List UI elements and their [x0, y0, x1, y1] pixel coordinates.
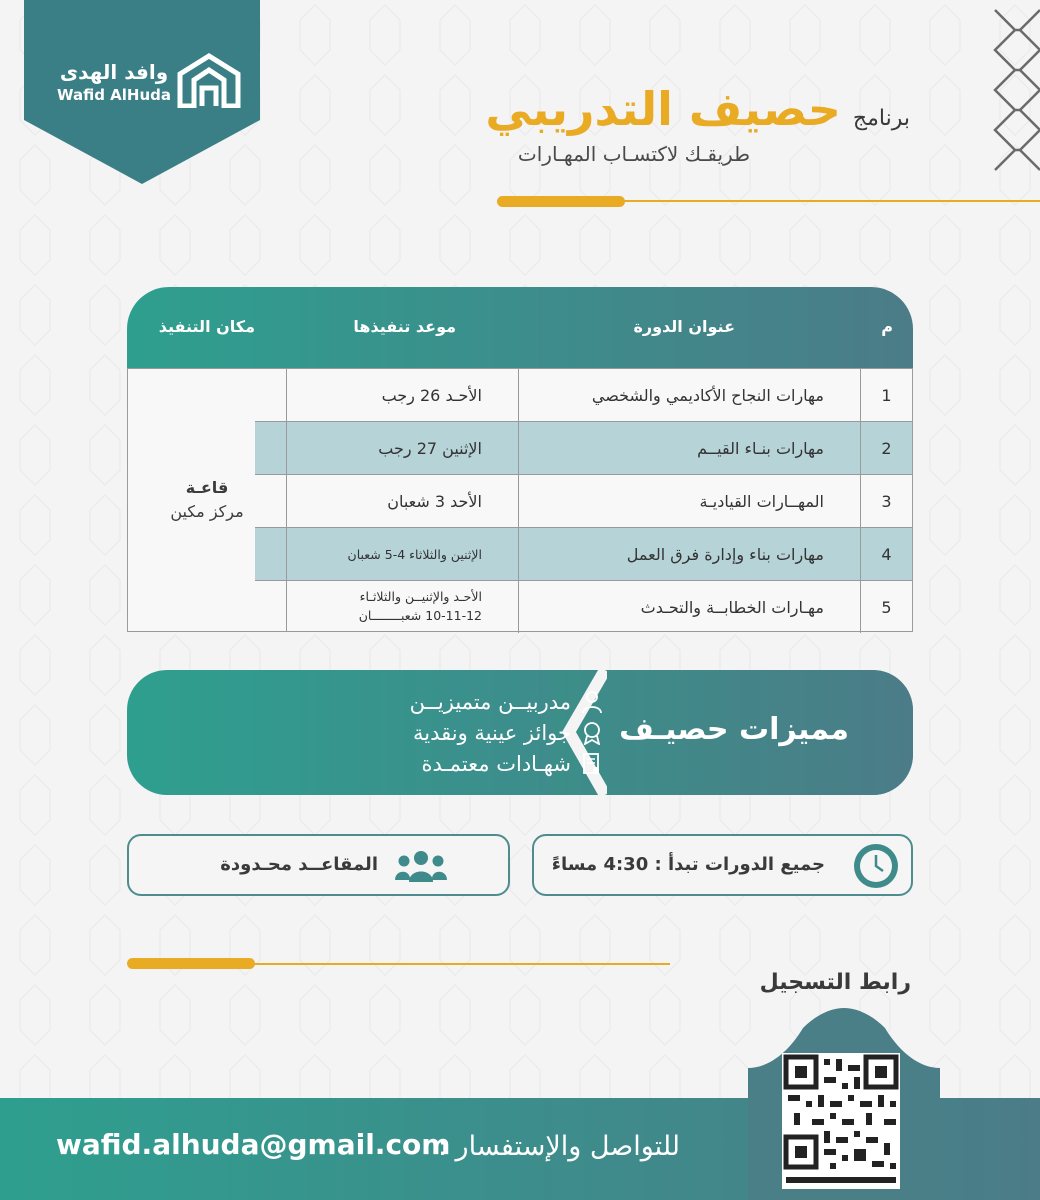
- ornament-pattern: [985, 0, 1040, 190]
- header-date: موعد تنفيذها: [353, 317, 456, 336]
- row-date: الإثنين 27 رجب: [378, 438, 482, 458]
- contact-label: للتواصل والإستفسار :: [437, 1131, 680, 1162]
- row-title: مهارات النجاح الأكاديمي والشخصي: [518, 369, 860, 421]
- feature-item: [253, 748, 603, 779]
- brand-logo: [24, 0, 260, 184]
- program-subtitle: طريقـك لاكتسـاب المهـارات: [517, 142, 750, 166]
- group-icon: [395, 850, 447, 882]
- row-date: الأحد 3 شعبان: [387, 491, 482, 511]
- house-logo-icon: [174, 52, 244, 108]
- venue-line1: قاعـة: [185, 478, 229, 497]
- features-title: مميزات حصيـف: [619, 712, 849, 747]
- title-main: حصيف التدريبي: [485, 82, 841, 136]
- venue-cell: [128, 369, 287, 631]
- brand-name-en: Wafid AlHuda: [56, 86, 172, 104]
- start-time-box: [532, 834, 913, 896]
- schedule-table: [127, 368, 913, 632]
- registration-qr-code[interactable]: [782, 1053, 900, 1189]
- feature-label: مدربيــن متميزيــن: [409, 689, 571, 714]
- header-num: م: [881, 317, 893, 336]
- row-date: [255, 581, 518, 633]
- feature-label: شهـادات معتمـدة: [421, 751, 571, 776]
- header-venue: مكان التنفيذ: [158, 317, 255, 336]
- table-row: [255, 475, 912, 528]
- table-row: [255, 422, 912, 475]
- trainer-icon: [581, 690, 603, 714]
- row-num: 5: [860, 581, 912, 633]
- header-title: عنوان الدورة: [633, 317, 735, 336]
- table-row: [255, 369, 912, 422]
- title-prefix: برنامج: [852, 106, 910, 131]
- row-date-line1: الأحـد والإثنيــن والثلاثـاء: [359, 589, 482, 605]
- footer-accent-line: [200, 963, 670, 965]
- row-date: الإثنين والثلاثاء 4-5 شعبان: [347, 546, 482, 562]
- feature-label: جوائز عينية ونقدية: [413, 720, 571, 745]
- clock-icon: [851, 841, 901, 891]
- program-title: [485, 82, 910, 136]
- contact-email[interactable]: wafid.alhuda@gmail.com: [56, 1128, 451, 1161]
- certificate-icon: [581, 752, 603, 776]
- header-accent-line: [600, 200, 1040, 202]
- venue-line2: مركز مكين: [170, 502, 244, 521]
- feature-item: [253, 717, 603, 748]
- brand-name-ar: وافد الهدى: [59, 60, 169, 84]
- table-row: [255, 581, 912, 633]
- row-num: 1: [860, 369, 912, 421]
- award-icon: [581, 721, 603, 745]
- seats-text: المقاعــد محـدودة: [220, 854, 378, 875]
- registration-label: رابط التسجيل: [759, 970, 911, 995]
- row-num: 4: [860, 528, 912, 580]
- start-time-text: جميع الدورات تبدأ : 4:30 مساءً: [551, 854, 825, 875]
- row-num: 2: [860, 422, 912, 474]
- seats-box: [127, 834, 510, 896]
- row-title: مهارات بنـاء القيــم: [518, 422, 860, 474]
- row-title: مهارات بناء وإدارة فرق العمل: [518, 528, 860, 580]
- feature-item: [253, 686, 603, 717]
- table-header: [127, 287, 913, 368]
- row-date-line2: 10-11-12 شعبــــــــان: [358, 608, 482, 623]
- row-title: مهـارات الخطابــة والتحـدث: [518, 581, 860, 633]
- table-row: [255, 528, 912, 581]
- features-banner: [127, 670, 913, 795]
- row-title: المهــارات القياديـة: [518, 475, 860, 527]
- row-num: 3: [860, 475, 912, 527]
- features-list: [253, 686, 603, 779]
- row-date: الأحـد 26 رجب: [381, 385, 482, 405]
